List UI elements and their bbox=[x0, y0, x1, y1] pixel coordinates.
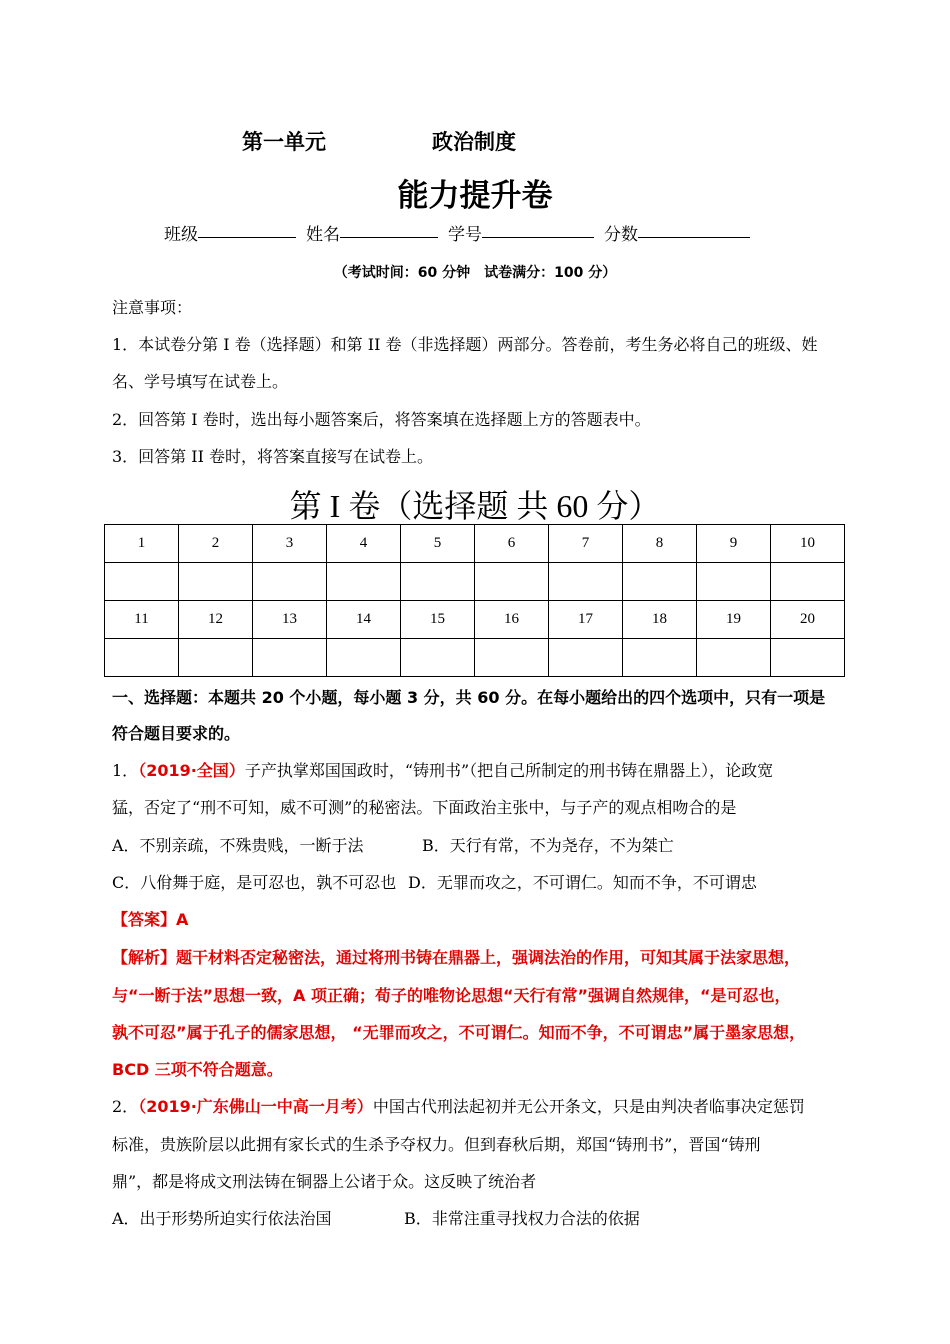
class-field[interactable] bbox=[198, 220, 296, 238]
note-item-2: 2．回答第 I 卷时，选出每小题答案后，将答案填在选择题上方的答题表中。 bbox=[112, 410, 651, 429]
answer-cell[interactable] bbox=[327, 639, 401, 677]
question-1-answer: 【答案】A bbox=[112, 910, 189, 929]
question-1-analysis: 【解析】题干材料否定秘密法，通过将刑书铸在鼎器上，强调法治的作用，可知其属于法家思想， bbox=[112, 948, 801, 967]
answer-cell[interactable] bbox=[697, 639, 771, 677]
class-label: 班级 bbox=[164, 225, 198, 245]
question-1-source: （2019·全国） bbox=[138, 761, 245, 780]
answer-cell[interactable] bbox=[327, 563, 401, 601]
page-title: 能力提升卷 bbox=[397, 178, 553, 214]
question-number-cell: 8 bbox=[623, 525, 697, 563]
question-number-cell: 6 bbox=[475, 525, 549, 563]
question-2-option-b: B．非常注重寻找权力合法的依据 bbox=[404, 1209, 640, 1228]
id-field[interactable] bbox=[482, 220, 594, 238]
question-number-cell: 15 bbox=[401, 601, 475, 639]
question-2-stem: 中国古代刑法起初并无公开条文，只是由判决者临事决定惩罚 bbox=[372, 1097, 805, 1116]
note-item-1-cont: 名、学号填写在试卷上。 bbox=[112, 372, 289, 391]
question-1-line-1 bbox=[112, 761, 773, 781]
question-number-cell: 3 bbox=[253, 525, 327, 563]
question-2-stem-cont: 标准，贵族阶层以此拥有家长式的生杀予夺权力。但到春秋后期，郑国“铸刑书”，晋国“铸刑 bbox=[112, 1135, 761, 1154]
answer-cell[interactable] bbox=[549, 563, 623, 601]
answer-cell[interactable] bbox=[549, 639, 623, 677]
question-2-number: 2． bbox=[112, 1097, 139, 1116]
question-number-cell: 5 bbox=[401, 525, 475, 563]
question-2-line-1 bbox=[112, 1097, 805, 1117]
table-row bbox=[105, 601, 845, 639]
table-row bbox=[105, 639, 845, 677]
question-1-option-b: B．天行有常，不为尧存，不为桀亡 bbox=[422, 836, 674, 855]
answer-cell[interactable] bbox=[179, 563, 253, 601]
question-1-stem-cont: 猛，否定了“刑不可知，威不可测”的秘密法。下面政治主张中，与子产的观点相吻合的是 bbox=[112, 798, 737, 817]
answer-cell[interactable] bbox=[105, 563, 179, 601]
question-1-option-d: D．无罪而攻之，不可谓仁。知而不争，不可谓忠 bbox=[408, 873, 757, 892]
table-row bbox=[105, 563, 845, 601]
question-1-option-c: C．八佾舞于庭，是可忍也，孰不可忍也 bbox=[112, 873, 397, 892]
part1-instructions-cont: 符合题目要求的。 bbox=[112, 724, 241, 743]
question-1-stem: 子产执掌郑国国政时，“铸刑书”（把自己所制定的刑书铸在鼎器上），论政宽 bbox=[244, 761, 774, 780]
question-1-number: 1． bbox=[112, 761, 139, 780]
answer-table bbox=[104, 524, 845, 677]
topic-title: 政治制度 bbox=[432, 130, 516, 154]
table-row bbox=[105, 525, 845, 563]
question-number-cell: 11 bbox=[105, 601, 179, 639]
answer-cell[interactable] bbox=[401, 563, 475, 601]
answer-cell[interactable] bbox=[475, 639, 549, 677]
answer-cell[interactable] bbox=[179, 639, 253, 677]
notes-heading: 注意事项： bbox=[112, 298, 193, 317]
answer-cell[interactable] bbox=[401, 639, 475, 677]
question-1-analysis-cont: 与“一断于法”思想一致，A 项正确；荀子的唯物论思想“天行有常”强调自然规律，“是可忍也， bbox=[112, 986, 791, 1005]
answer-cell[interactable] bbox=[475, 563, 549, 601]
id-label: 学号 bbox=[448, 225, 482, 245]
question-1-option-a: A．不别亲疏，不殊贵贱，一断于法 bbox=[112, 836, 364, 855]
question-number-cell: 14 bbox=[327, 601, 401, 639]
note-item-3: 3．回答第 II 卷时，将答案直接写在试卷上。 bbox=[112, 447, 433, 466]
question-number-cell: 18 bbox=[623, 601, 697, 639]
question-2-source: （2019·广东佛山一中高一月考） bbox=[138, 1097, 373, 1116]
exam-time: （考试时间：60 分钟 试卷满分：100 分） bbox=[333, 265, 617, 281]
answer-cell[interactable] bbox=[623, 563, 697, 601]
name-field[interactable] bbox=[340, 220, 438, 238]
part1-instructions: 一、选择题：本题共 20 个小题，每小题 3 分，共 60 分。在每小题给出的四个选项中，只有一项是 bbox=[112, 688, 826, 707]
question-number-cell: 10 bbox=[771, 525, 845, 563]
answer-cell[interactable] bbox=[771, 563, 845, 601]
question-number-cell: 20 bbox=[771, 601, 845, 639]
question-number-cell: 2 bbox=[179, 525, 253, 563]
question-2-option-a: A．出于形势所迫实行依法治国 bbox=[112, 1209, 332, 1228]
answer-cell[interactable] bbox=[771, 639, 845, 677]
question-number-cell: 12 bbox=[179, 601, 253, 639]
section-title: 第 I 卷（选择题 共 60 分） bbox=[289, 488, 661, 524]
question-number-cell: 9 bbox=[697, 525, 771, 563]
question-1-analysis-cont: 孰不可忍”属于孔子的儒家思想， “无罪而攻之，不可谓仁。知而不争，不可谓忠”属于墨家思想， bbox=[112, 1023, 806, 1042]
answer-cell[interactable] bbox=[697, 563, 771, 601]
student-info-row bbox=[164, 220, 760, 245]
question-1-analysis-cont: BCD 三项不符合题意。 bbox=[112, 1060, 283, 1079]
score-label: 分数 bbox=[604, 225, 638, 245]
question-number-cell: 16 bbox=[475, 601, 549, 639]
question-number-cell: 13 bbox=[253, 601, 327, 639]
answer-cell[interactable] bbox=[623, 639, 697, 677]
question-number-cell: 17 bbox=[549, 601, 623, 639]
score-field[interactable] bbox=[638, 220, 750, 238]
question-number-cell: 1 bbox=[105, 525, 179, 563]
name-label: 姓名 bbox=[306, 225, 340, 245]
question-number-cell: 7 bbox=[549, 525, 623, 563]
unit-title: 第一单元 bbox=[242, 130, 326, 154]
answer-cell[interactable] bbox=[253, 563, 327, 601]
answer-cell[interactable] bbox=[105, 639, 179, 677]
answer-cell[interactable] bbox=[253, 639, 327, 677]
question-number-cell: 19 bbox=[697, 601, 771, 639]
note-item-1: 1．本试卷分第 I 卷（选择题）和第 II 卷（非选择题）两部分。答卷前，考生务必将自己的班级、姓 bbox=[112, 335, 818, 354]
question-number-cell: 4 bbox=[327, 525, 401, 563]
question-2-stem-cont: 鼎”，都是将成文刑法铸在铜器上公诸于众。这反映了统治者 bbox=[112, 1172, 537, 1191]
